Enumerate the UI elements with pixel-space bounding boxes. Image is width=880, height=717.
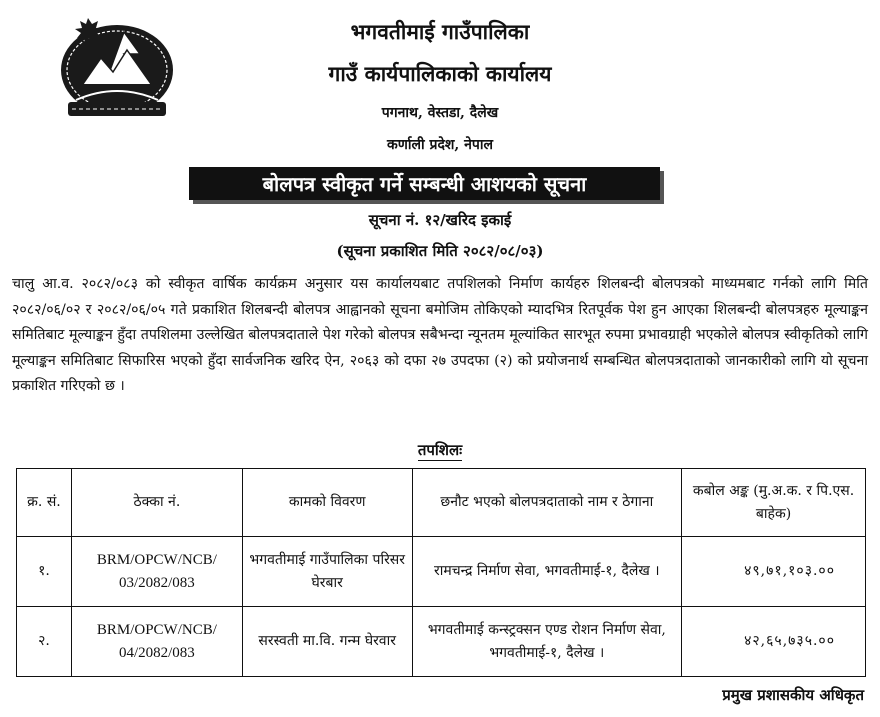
row-contract-no: BRM/OPCW/NCB/ 04/2082/083: [71, 607, 242, 677]
header-work: कामको विवरण: [242, 469, 412, 537]
notice-title-banner: [189, 167, 660, 200]
header-bidder: छनौट भएको बोलपत्रदाताको नाम र ठेगाना: [412, 469, 682, 537]
row-amount: ४९,७१,१०३.००: [682, 537, 866, 607]
row-work: सरस्वती मा.वि. गन्म घेरवार: [242, 607, 412, 677]
notice-number: सूचना नं. १२/खरिद इकाई: [368, 211, 512, 229]
signatory-title: प्रमुख प्रशासकीय अधिकृत: [722, 686, 864, 704]
row-sn: २.: [17, 607, 72, 677]
office-address: पगनाथ, वेस्तडा, दैलेख: [381, 105, 499, 121]
published-date: (सूचना प्रकाशित मिति २०८२/०८/०३): [336, 242, 544, 260]
row-contract-no: BRM/OPCW/NCB/ 03/2082/083: [71, 537, 242, 607]
notice-title: बोलपत्र स्वीकृत गर्ने सम्बन्धी आशयको सूचना: [262, 172, 587, 196]
province-line: कर्णाली प्रदेश, नेपाल: [387, 137, 493, 153]
row-work: भगवतीमाई गाउँपालिका परिसर घेरबार: [242, 537, 412, 607]
row-bidder: रामचन्द्र निर्माण सेवा, भगवतीमाई-१, दैलेख ।: [412, 537, 682, 607]
table-header-row: [17, 469, 866, 537]
header-amount: कबोल अङ्क (मु.अ.क. र पि.एस. बाहेक): [682, 469, 866, 537]
header-sn: क्र. सं.: [17, 469, 72, 537]
schedule-heading: तपशिलः: [417, 441, 463, 459]
schedule-heading-wrap: [0, 440, 880, 460]
municipality-name: भगवतीमाई गाउँपालिका: [350, 19, 530, 44]
works-table: [16, 468, 866, 677]
header-contract-no: ठेक्का नं.: [71, 469, 242, 537]
office-name: गाउँ कार्यपालिकाको कार्यालय: [328, 61, 552, 86]
table-row: [17, 607, 866, 677]
table-row: [17, 537, 866, 607]
row-sn: १.: [17, 537, 72, 607]
row-amount: ४२,६५,७३५.००: [682, 607, 866, 677]
notice-body: चालु आ.व. २०८२/०८३ को स्वीकृत वार्षिक कार्यक्रम अनुसार यस कार्यालयबाट तपशिलको निर्माण कार्यहरु शिलबन्दी बोलपत्रको माध्यमबाट गर्नको लागि मिति २०८२/०६/०२ र २०८२/०६/०५ गते प्रकाशित शिलबन्दी बोलपत्र आह्वानको सूचना बमोजिम तोकिएको म्यादभित्र रितपूर्वक पेश हुन आएका शिलबन्दी बोलपत्रहरु मूल्याङ्कन समितिबाट मूल्याङ्कन हुँदा तपशिलमा उल्लेखित बोलपत्रदाताले पेश गरेको बोलपत्र सबैभन्दा न्यूनतम मूल्यांकित सारभूत रुपमा प्रभावग्राही भएकोले बोलपत्र स्वीकृतिको लागि मूल्याङ्कन समितिबाट सिफारिस भएको हुँदा सार्वजनिक खरिद ऐन, २०६३ को दफा २७ उपदफा (२) को प्रयोजनार्थ सम्बन्धित बोलपत्रदाताको जानकारीको लागि यो सूचना प्रकाशित गरिएको छ ।: [12, 276, 868, 395]
row-bidder: भगवतीमाई कन्स्ट्रक्सन एण्ड रोशन निर्माण सेवा, भगवतीमाई-१, दैलेख ।: [412, 607, 682, 677]
